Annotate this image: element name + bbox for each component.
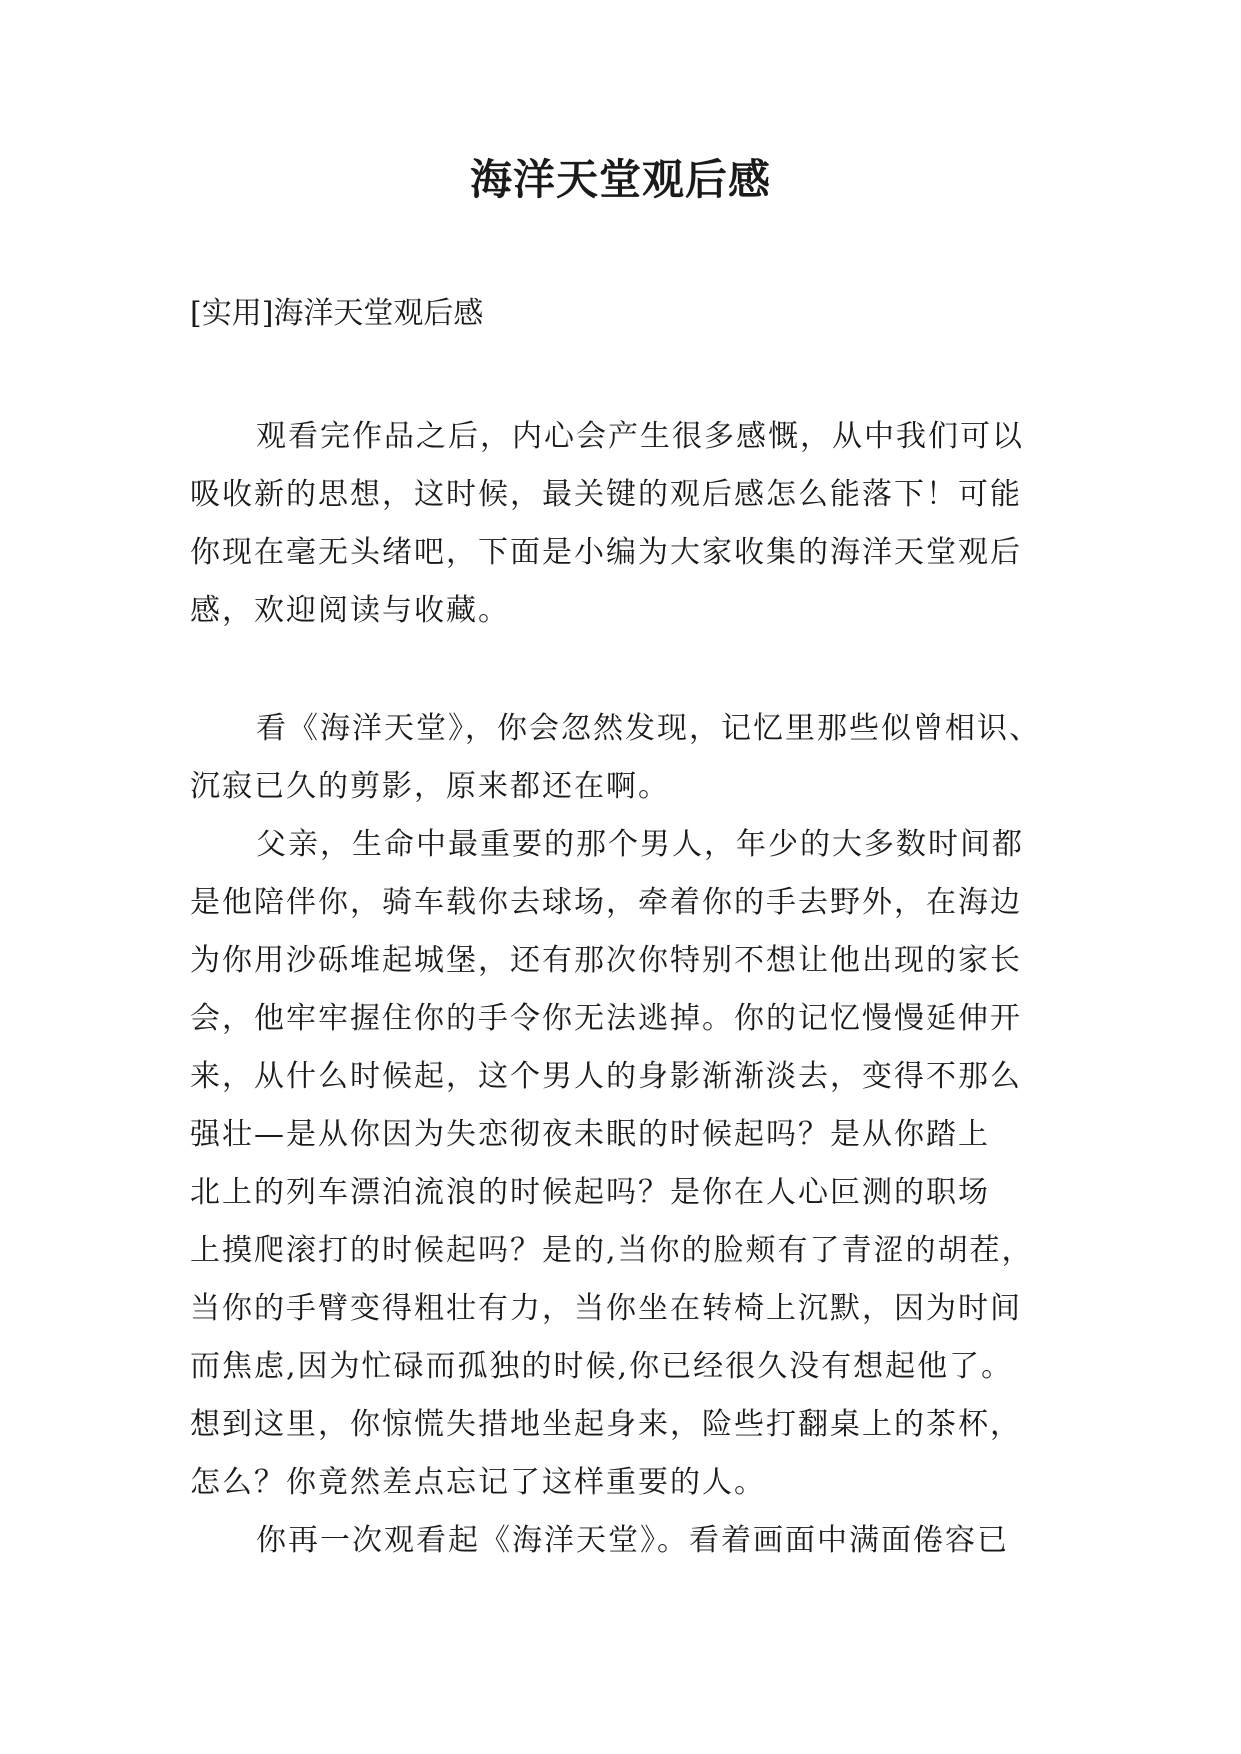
paragraph-line: 而焦虑,因为忙碌而孤独的时候,你已经很久没有想起他了。	[190, 1349, 1014, 1384]
document-title: 海洋天堂观后感	[469, 155, 771, 204]
paragraph-father	[190, 816, 1052, 1512]
paragraph-line: 来，从什么时候起，这个男人的身影渐渐淡去，变得不那么	[190, 1059, 1022, 1094]
paragraph-rewatch	[190, 1512, 1052, 1570]
paragraph-line: 你现在毫无头绪吧，下面是小编为大家收集的海洋天堂观后	[190, 535, 1022, 570]
paragraph-line: 看《海洋天堂》，你会忽然发现，记忆里那些似曾相识、	[256, 711, 1041, 746]
paragraph-intro	[190, 408, 1052, 640]
paragraph-line: 父亲，生命中最重要的那个男人，年少的大多数时间都	[256, 827, 1024, 862]
paragraph-line: 沉寂已久的剪影，原来都还在啊。	[190, 769, 670, 804]
paragraph-line: 当你的手臂变得粗壮有力，当你坐在转椅上沉默，因为时间	[190, 1291, 1022, 1326]
paragraph-line: 吸收新的思想，这时候，最关键的观后感怎么能落下！可能	[190, 477, 1022, 512]
paragraph-line: 为你用沙砾堆起城堡，还有那次你特别不想让他出现的家长	[190, 943, 1022, 978]
paragraph-line: 你再一次观看起《海洋天堂》。看着画面中满面倦容已	[256, 1523, 1009, 1558]
paragraph-memory	[190, 700, 1052, 816]
paragraph-line: 会，他牢牢握住你的手令你无法逃掉。你的记忆慢慢延伸开	[190, 1001, 1022, 1036]
paragraph-line: 观看完作品之后，内心会产生很多感慨，从中我们可以	[256, 419, 1024, 454]
paragraph-line: 上摸爬滚打的时候起吗？是的,当你的脸颊有了青涩的胡茬，	[190, 1233, 1034, 1268]
document-subtitle: [实用]海洋天堂观后感	[190, 296, 484, 331]
paragraph-line: 是他陪伴你，骑车载你去球场，牵着你的手去野外，在海边	[190, 885, 1022, 920]
paragraph-line: 感，欢迎阅读与收藏。	[190, 593, 510, 628]
paragraph-line: 怎么？你竟然差点忘记了这样重要的人。	[190, 1465, 766, 1500]
paragraph-line: 北上的列车漂泊流浪的时候起吗？是你在人心叵测的职场	[190, 1175, 990, 1210]
paragraph-line: 强壮—是从你因为失恋彻夜未眠的时候起吗？是从你踏上	[190, 1117, 990, 1152]
paragraph-line: 想到这里，你惊慌失措地坐起身来，险些打翻桌上的茶杯，	[190, 1407, 1022, 1442]
